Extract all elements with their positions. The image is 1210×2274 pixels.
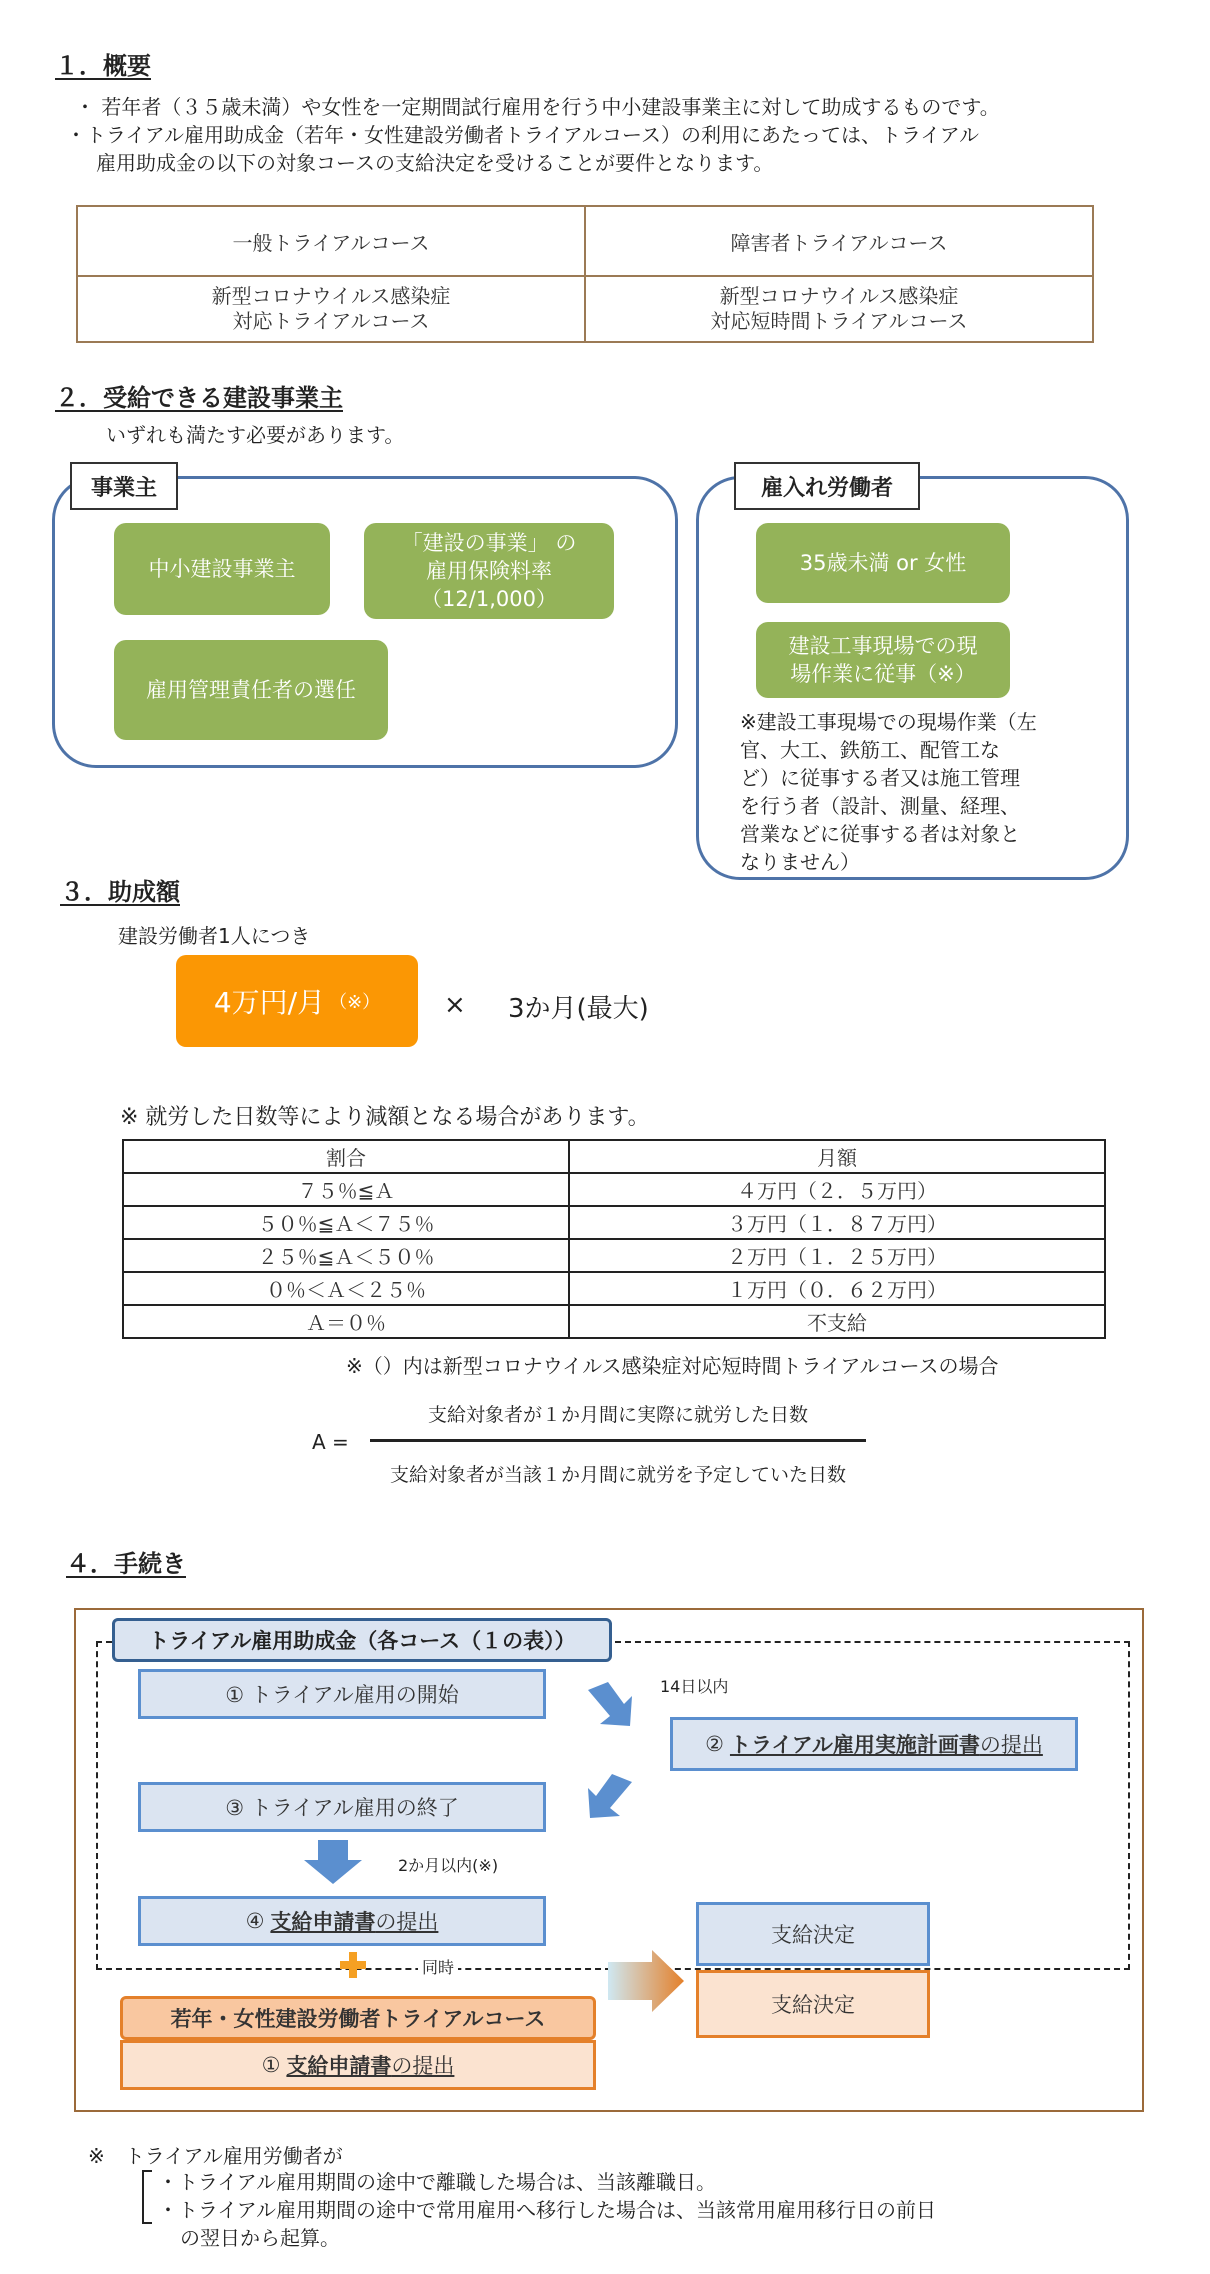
step2-plan <box>670 1717 1078 1771</box>
formula-denominator: 支給対象者が当該１か月間に就労を予定していた日数 <box>389 1464 846 1486</box>
table-row <box>123 1239 1105 1272</box>
arrow-down-icon <box>302 1840 364 1886</box>
course-general: 一般トライアルコース <box>77 206 585 276</box>
worker-note: ※建設工事現場での現場作業（左 官、大工、鉄筋工、配管工な ど）に従事する者又は施工管理 を行う者（設計、測量、経理、 営業などに従事する者は対象と なりません） <box>740 710 1037 874</box>
arrow-down-left-icon <box>584 1770 636 1822</box>
step2-number: ② <box>705 1732 724 1756</box>
amount-cell: 不支給 <box>569 1305 1105 1338</box>
employer-item-insurance-rate: 「建設の事業」 の 雇用保険料率 （12/1,000） <box>364 523 614 619</box>
employer-item-sme: 中小建設事業主 <box>114 523 330 615</box>
table-row <box>123 1305 1105 1338</box>
decision-orange: 支給決定 <box>696 1970 930 2038</box>
table-row <box>123 1206 1105 1239</box>
section1-heading: １．概要 <box>55 52 151 80</box>
course-disabled: 障害者トライアルコース <box>585 206 1093 276</box>
plus-icon <box>338 1950 368 1980</box>
amount-value: 4万円/月 <box>213 986 326 1019</box>
women-step-document: 支給申請書 <box>286 2054 392 2078</box>
duration-label: 3か月(最大) <box>508 994 649 1024</box>
women-step-action: の提出 <box>391 2054 455 2078</box>
overview-bullet-2b: 雇用助成金の以下の対象コースの支給決定を受けることが要件となります。 <box>96 151 774 175</box>
employer-item-manager: 雇用管理責任者の選任 <box>114 640 388 740</box>
ratio-cell: ５０％≦Ａ＜７５％ <box>123 1206 569 1239</box>
formula-label: A = <box>312 1430 349 1454</box>
step1-start: ① トライアル雇用の開始 <box>138 1669 546 1719</box>
amount-mark: （※） <box>329 992 381 1013</box>
footnote-line2a: ・トライアル雇用期間の途中で常用雇用へ移行した場合は、当該常用雇用移行日の前日 <box>158 2198 936 2222</box>
amount-cell: ４万円（２．５万円） <box>569 1173 1105 1206</box>
worker-item-site-work: 建設工事現場での現 場作業に従事（※） <box>756 622 1010 698</box>
footnote-line1: ・トライアル雇用期間の途中で離職した場合は、当該離職日。 <box>158 2170 716 2194</box>
worker-item-age-gender: 35歳未満 or 女性 <box>756 523 1010 603</box>
step4-application <box>138 1896 546 1946</box>
simultaneous-label: 同時 <box>418 1955 458 1978</box>
step2-action: の提出 <box>979 1733 1043 1757</box>
amount-cell: ３万円（１．８７万円） <box>569 1206 1105 1239</box>
gradient-arrow-right-icon <box>606 1948 686 2014</box>
paren-note: ※（）内は新型コロナウイルス感染症対応短時間トライアルコースの場合 <box>346 1354 999 1378</box>
table-row <box>123 1173 1105 1206</box>
within-2-months: 2か月以内(※) <box>398 1856 499 1875</box>
step2-document: トライアル雇用実施計画書 <box>729 1733 980 1757</box>
target-courses-table <box>76 205 1094 343</box>
footnote-line2b: の翌日から起算。 <box>180 2226 340 2250</box>
decision-blue: 支給決定 <box>696 1902 930 1966</box>
formula-numerator: 支給対象者が１か月間に実際に就労した日数 <box>427 1404 808 1426</box>
table-row <box>123 1272 1105 1305</box>
section4-heading: ４．手続き <box>66 1550 186 1578</box>
within-14-days: 14日以内 <box>660 1677 729 1696</box>
ratio-cell: Ａ＝０％ <box>123 1305 569 1338</box>
course-covid: 新型コロナウイルス感染症 対応トライアルコース <box>77 276 585 342</box>
per-worker-label: 建設労働者1人につき <box>118 924 311 948</box>
ratio-cell: ２５％≦Ａ＜５０％ <box>123 1239 569 1272</box>
worker-tag: 雇入れ労働者 <box>734 462 920 510</box>
course-covid-short: 新型コロナウイルス感染症 対応短時間トライアルコース <box>585 276 1093 342</box>
footnote-lead: ※ トライアル雇用労働者が <box>88 2144 343 2168</box>
arrow-down-right-icon <box>584 1678 636 1730</box>
amount-badge <box>176 955 418 1047</box>
amount-cell: ２万円（１．２５万円） <box>569 1239 1105 1272</box>
section2-heading: ２．受給できる建設事業主 <box>55 384 343 412</box>
formula-fraction-bar <box>370 1439 866 1442</box>
overview-bullet-1: ・ 若年者（３５歳未満）や女性を一定期間試行雇用を行う中小建設事業主に対して助成するものです。 <box>75 95 1000 119</box>
step4-number: ④ <box>245 1909 265 1933</box>
trial-course-title: トライアル雇用助成金（各コース（１の表）） <box>112 1618 612 1662</box>
overview-bullet-2a: ・トライアル雇用助成金（若年・女性建設労働者トライアルコース）の利用にあたっては、トライアル <box>66 123 979 147</box>
reduction-table <box>122 1139 1106 1339</box>
employer-tag: 事業主 <box>70 462 178 510</box>
step4-document: 支給申請書 <box>270 1910 376 1934</box>
step4-action: の提出 <box>375 1910 439 1934</box>
women-step-number: ① <box>261 2053 281 2077</box>
eligibility-intro: いずれも満たす必要があります。 <box>106 423 405 447</box>
reduction-note: ※ 就労した日数等により減額となる場合があります。 <box>120 1105 650 1130</box>
footnote-bracket <box>142 2170 152 2224</box>
ratio-cell: ７５％≦Ａ <box>123 1173 569 1206</box>
section3-heading: ３．助成額 <box>60 878 180 906</box>
table-header-monthly: 月額 <box>569 1140 1105 1173</box>
ratio-cell: ０％＜Ａ＜２５％ <box>123 1272 569 1305</box>
step3-end: ③ トライアル雇用の終了 <box>138 1782 546 1832</box>
women-course-title: 若年・女性建設労働者トライアルコース <box>120 1996 596 2040</box>
amount-cell: １万円（０．６２万円） <box>569 1272 1105 1305</box>
times-sign: × <box>444 990 466 1020</box>
table-header-ratio: 割合 <box>123 1140 569 1173</box>
women-step-application <box>120 2040 596 2090</box>
